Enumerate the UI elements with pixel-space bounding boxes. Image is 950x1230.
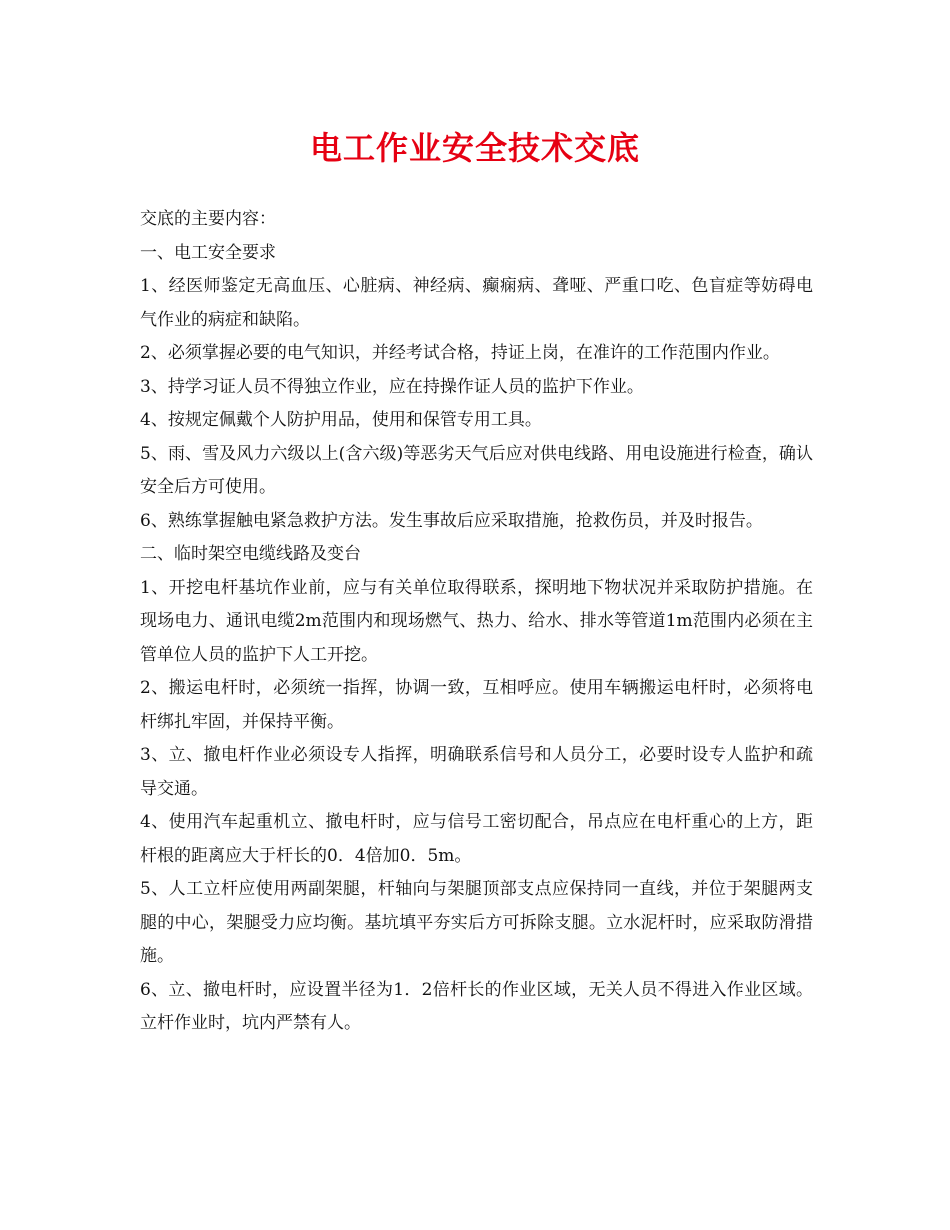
requirement-item-3: 3、持学习证人员不得独立作业，应在持操作证人员的监护下作业。 [140, 376, 644, 397]
cable-item-5: 5、人工立杆应使用两副架腿，杆轴向与架腿顶部支点应保持同一直线，并位于架腿两支腿的中心，架腿受力应均衡。基坑填平夯实后方可拆除支腿。立水泥杆时，应采取防滑措施。 [140, 879, 813, 966]
requirement-item-4: 4、按规定佩戴个人防护用品，使用和保管专用工具。 [140, 410, 542, 430]
cable-item-3: 3、立、撤电杆作业必须设专人指挥，明确联系信号和人员分工，必要时设专人监护和疏导交通。 [140, 745, 813, 799]
cable-item-2: 2、搬运电杆时，必须统一指挥，协调一致，互相呼应。使用车辆搬运电杆时，必须将电杆绑扎牢固，并保持平衡。 [140, 678, 813, 732]
requirement-item-6: 6、熟练掌握触电紧急救护方法。发生事故后应采取措施，抢救伤员，并及时报告。 [140, 510, 763, 531]
section-heading-overhead-cable: 二、临时架空电缆线路及变台 [140, 544, 361, 564]
requirement-item-2: 2、必须掌握必要的电气知识，并经考试合格，持证上岗，在准许的工作范围内作业。 [140, 343, 780, 363]
cable-item-4: 4、使用汽车起重机立、撤电杆时，应与信号工密切配合，吊点应在电杆重心的上方，距杆根的距离应大于杆长的0．4倍加0．5m。 [140, 812, 813, 866]
document-body [140, 203, 813, 1041]
cable-item-1: 1、开挖电杆基坑作业前，应与有关单位取得联系，探明地下物状况并采取防护措施。在现场电力、通讯电缆2m范围内和现场燃气、热力、给水、排水等管道1m范围内必须在主管单位人员的监护下人工开挖。 [140, 577, 813, 665]
requirement-item-1: 1、经医师鉴定无高血压、心脏病、神经病、癫痫病、聋哑、严重口吃、色盲症等妨碍电气作业的病症和缺陷。 [140, 276, 813, 330]
intro-line: 交底的主要内容： [140, 209, 276, 229]
document-title: 电工作业安全技术交底 [309, 129, 640, 167]
cable-item-6: 6、立、撤电杆时，应设置半径为1．2倍杆长的作业区域，无关人员不得进入作业区域。立杆作业时，坑内严禁有人。 [140, 979, 813, 1033]
requirement-item-5: 5、雨、雪及风力六级以上(含六级)等恶劣天气后应对供电线路、用电设施进行检查，确认安全后方可使用。 [140, 443, 813, 497]
section-heading-electrician-safety: 一、电工安全要求 [140, 242, 276, 263]
